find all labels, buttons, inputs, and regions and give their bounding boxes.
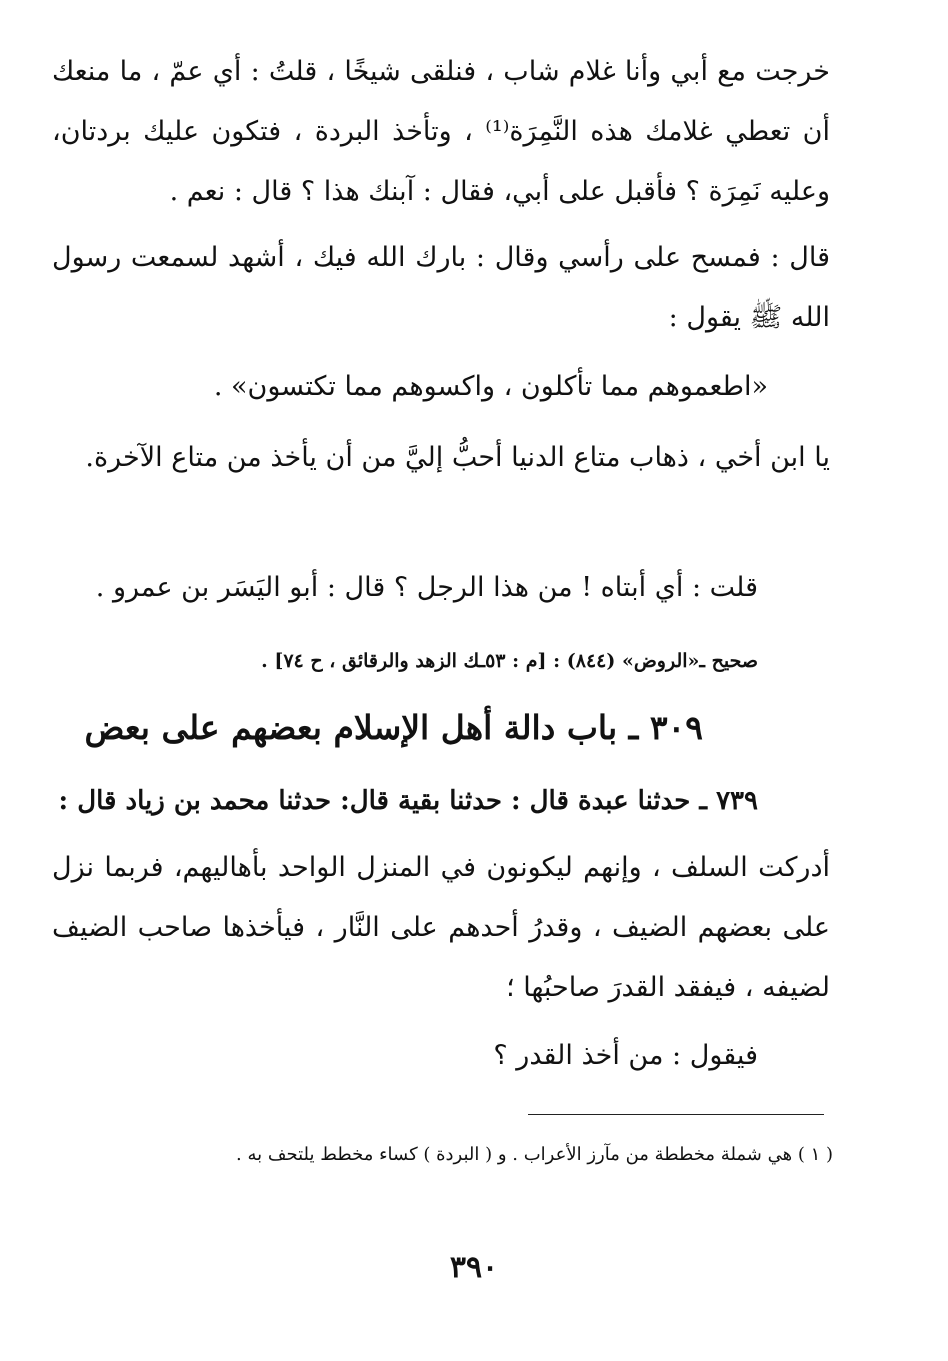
prophetic-quote: «اطعموهم مما تأكلون ، واكسوهم مما تكتسون» . [213,371,768,402]
chapter-heading: ٣٠٩ ـ باب دالة أهل الإسلام بعضهم على بعض [84,708,703,747]
footnote-divider [528,1114,824,1115]
paragraph-4: يا ابن أخي ، ذهاب متاع الدنيا أحبُّ إليَّ من أن يأخذ من متاع الآخرة. [85,442,830,473]
hadith-header: ٧٣٩ ـ حدثنا عبدة قال : حدثنا بقية قال: حدثنا محمد بن زياد قال : [58,786,758,816]
page-number: ٣٩٠ [449,1250,499,1285]
paragraph-1: خرجت مع أبي وأنا غلام شاب ، فنلقى شيخًا ، قلتُ : أي عمّ ، ما منعك أن تعطي غلامك هذه النَّمِرَة⁽¹⁾ ، وتأخذ البردة ، فتكون عليك بردتان، وعليه نَمِرَة ؟ فأقبل على أبي، فقال : آبنك هذا ؟ قال : نعم . [52,56,830,207]
paragraph-6: أدركت السلف ، وإنهم ليكونون في المنزل الواحد بأهاليهم، فربما نزل على بعضهم الضيف ، وقدرُ أحدهم على النَّار ، فيأخذها صاحب الضيف لضيفه ، فيفقد القدرَ صاحبُها ؛ [52,852,830,1003]
paragraph-5: قلت : أي أبتاه ! من هذا الرجل ؟ قال : أبو اليَسَر بن عمرو . [95,572,758,603]
paragraph-7: فيقول : من أخذ القدر ؟ [493,1040,758,1071]
hadith-grading: صحيح ـ«الروض» (٨٤٤) : [م : ٥٣ـك الزهد والرقائق ، ح ٧٤] . [261,650,758,672]
footnote: ( ١ ) هي شملة مخططة من مآرز الأعراب . و ( البردة ) كساء مخطط يلتحف به . [236,1144,833,1165]
paragraph-2: قال : فمسح على رأسي وقال : بارك الله فيك ، أشهد لسمعت رسول الله ﷺ يقول : [52,242,830,333]
